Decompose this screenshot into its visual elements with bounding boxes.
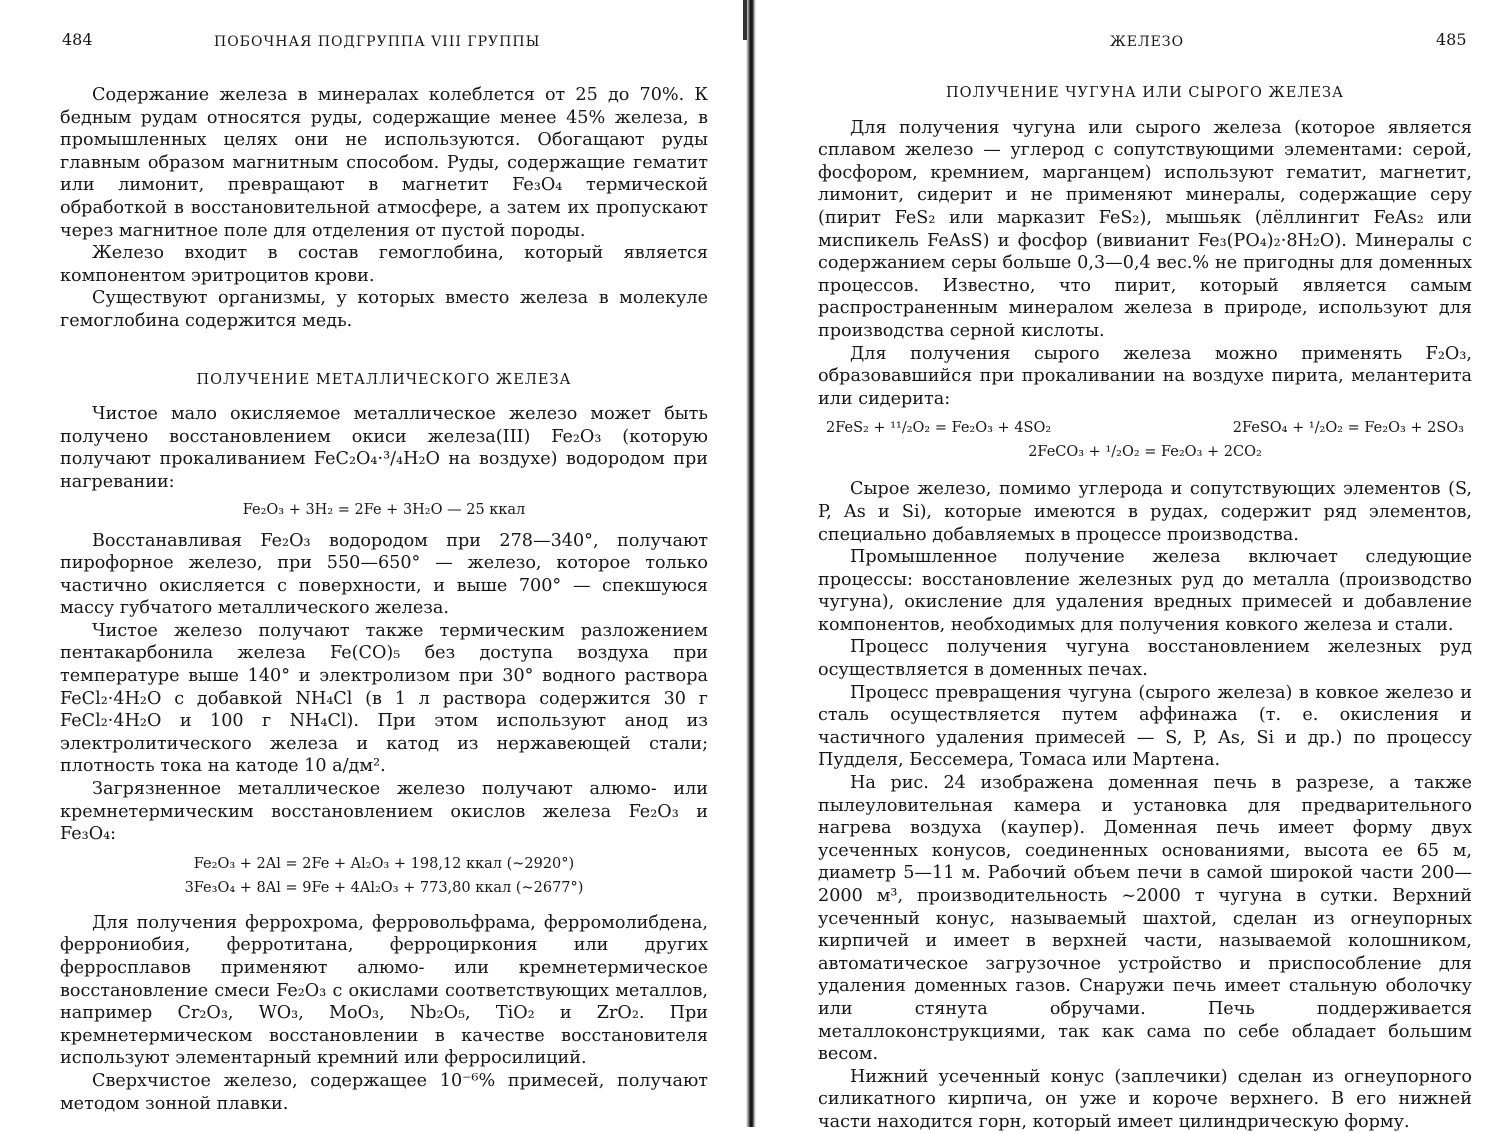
right-page-number: 485 (1436, 30, 1467, 49)
gutter-shadow (746, 0, 756, 1127)
paragraph: Сверхчистое железо, содержащее 10⁻⁶% примесей, получают методом зонной плавки. (60, 1070, 708, 1114)
formula: 2FeS₂ + ¹¹/₂O₂ = Fe₂O₃ + 4SO₂ (826, 420, 1052, 437)
paragraph: Для получения сырого железа можно применять F₂O₃, образовавшийся при прокаливании на воздухе пирита, мелантерита или сидерита: (818, 343, 1472, 409)
paragraph: Нижний усеченный конус (заплечики) сделан из огнеупорного силикатного кирпича, он уже и короче верхнего. В его нижней части находится горн, который имеет цилиндрическую форму. (818, 1066, 1472, 1132)
formula: 2FeSO₄ + ¹/₂O₂ = Fe₂O₃ + 2SO₃ (1232, 420, 1464, 437)
paragraph: Процесс получения чугуна восстановлением железных руд осуществляется в доменных печах. (818, 637, 1472, 681)
formula-row (818, 416, 1472, 440)
right-body (818, 82, 1472, 1134)
formula: Fe₂O₃ + 2Al = 2Fe + Al₂O₃ + 198,12 ккал (~2920°) (193, 855, 575, 872)
paragraph: Промышленное получение железа включает следующие процессы: восстановление железных руд до металла (производство чугуна), окисление для удаления вредных примесей и добавление компонентов, необходимых для получения ковкого железа и стали. (818, 547, 1472, 635)
paragraph: Чистое мало окисляемое металлическое железо может быть получено восстановлением окиси железа(III) Fe₂O₃ (которую получают прокаливанием FeC₂O₄·³/₄H₂O на воздухе) водородом при нагревании: (60, 404, 708, 492)
book-gutter (740, 0, 766, 1127)
formula: 3Fe₃O₄ + 8Al = 9Fe + 4Al₂O₃ + 773,80 ккал (~2677°) (184, 879, 584, 896)
paragraph: Восстанавливая Fe₂O₃ водородом при 278—340°, получают пирофорное железо, при 550—650° — железо, которое только частично окисляется с поверхности, и выше 700° — спекшуюся массу губчатого металлического железа. (60, 530, 708, 619)
left-page-number: 484 (62, 30, 93, 49)
paragraph: Загрязненное металлическое железо получают алюмо- или кремнетермическим восстановлением окислов железа Fe₂O₃ и Fe₃O₄: (60, 779, 708, 845)
paragraph: Чистое железо получают также термическим разложением пентакарбонила железа Fe(CO)₅ без доступа воздуха при температуре выше 140° и электролизом при 30° водного раствора FeCl₂·4H₂O с добавкой NH₄Cl (в 1 л раствора содержится 30 г FeCl₂·4H₂O и 100 г NH₄Cl). При этом используют анод из электролитического железа и катод из нержавеющей стали; плотность тока на катоде 10 а/дм². (60, 620, 708, 777)
left-body (60, 84, 708, 1115)
formula: 2FeCO₃ + ¹/₂O₂ = Fe₂O₃ + 2CO₂ (1028, 444, 1262, 461)
formula: Fe₂O₃ + 3H₂ = 2Fe + 3H₂O — 25 ккал (242, 501, 526, 518)
paragraph: Сырое железо, помимо углерода и сопутствующих элементов (S, P, As и Si), которые имеются в рудах, содержит ряд элементов, специально добавляемых в процессе производства. (818, 479, 1472, 545)
paragraph: Железо входит в состав гемоглобина, который является компонентом эритроцитов крови. (60, 243, 708, 286)
paragraph: На рис. 24 изображена доменная печь в разрезе, а также пылеуловительная камера и установка для предварительного нагрева воздуха (каупер). Доменная печь имеет форму двух усеченных конусов, соединенных основаниями, высота ее 65 м, диаметр 5—11 м. Рабочий объем печи в самой широкой части 200—2000 м³, производительность ~2000 т чугуна в сутки. Верхний усеченный конус, называемый шахтой, сделан из огнеупорных кирпичей и имеет в верхней части, называемой колошником, автоматическое загрузочное устройство и приспособление для удаления доменных газов. Снаружи печь имеет стальную оболочку или стянута обручами. Печь поддерживается металлоконструкциями, так как сама по себе обладает большим весом. (818, 773, 1472, 1065)
paragraph: Существуют организмы, у которых вместо железа в молекуле гемоглобина содержится медь. (60, 288, 708, 331)
left-page (0, 0, 740, 1127)
section-title: ПОЛУЧЕНИЕ МЕТАЛЛИЧЕСКОГО ЖЕЛЕЗА (196, 371, 572, 388)
left-running-head: ПОБОЧНАЯ ПОДГРУППА VIII ГРУППЫ (214, 34, 541, 50)
paragraph: Содержание железа в минералах колеблется от 25 до 70%. К бедным рудам относятся руды, содержащие менее 45% железа, в промышленных целях они не используются. Обогащают руды главным образом магнитным способом. Руды, содержащие гематит или лимонит, превращают в магнетит Fe₃O₄ термической обработкой в восстановительной атмосфере, а затем их пропускают через магнитное поле для отделения от пустой породы. (60, 85, 708, 241)
paragraph: Для получения чугуна или сырого железа (которое является сплавом железо — углерод с сопутствующими элементами: серой, фосфором, кремнием, марганцем) используют гематит, магнетит, лимонит, сидерит и не применяют минералы, содержащие серу (пирит FeS₂ или марказит FeS₂), мышьяк (лёллингит FeAs₂ или миспикель FeAsS) и фосфор (вивианит Fe₃(PO₄)₂·8H₂O). Минералы с содержанием серы больше 0,3—0,4 вес.% не пригодны для доменных процессов. Известно, что пирит, который является самым распространенным минералом железа в природе, используют для производства серной кислоты. (818, 117, 1472, 341)
gutter-mark (743, 0, 747, 40)
right-running-head: ЖЕЛЕЗО (1110, 34, 1185, 50)
paragraph: Процесс превращения чугуна (сырого железа) в ковкое железо и сталь осуществляется путем аффинажа (т. е. окисления и частичного удаления примесей — S, P, As, Si и др.) по процессу Пудделя, Бессемера, Томаса или Мартена. (818, 682, 1472, 771)
section-title: ПОЛУЧЕНИЕ ЧУГУНА ИЛИ СЫРОГО ЖЕЛЕЗА (945, 85, 1345, 101)
right-page (766, 0, 1504, 1132)
paragraph: Для получения феррохрома, ферровольфрама, ферромолибдена, феррониобия, ферротитана, ферроциркония или других ферросплавов применяют алюмо- или кремнетермическое восстановление смеси Fe₂O₃ с окислами соответствующих металлов, например Cr₂O₃, WO₃, MoO₃, Nb₂O₅, TiO₂ и ZrO₂. При кремнетермическом восстановлении в качестве восстановителя используют элементарный кремний или ферросилиций. (60, 912, 708, 1069)
